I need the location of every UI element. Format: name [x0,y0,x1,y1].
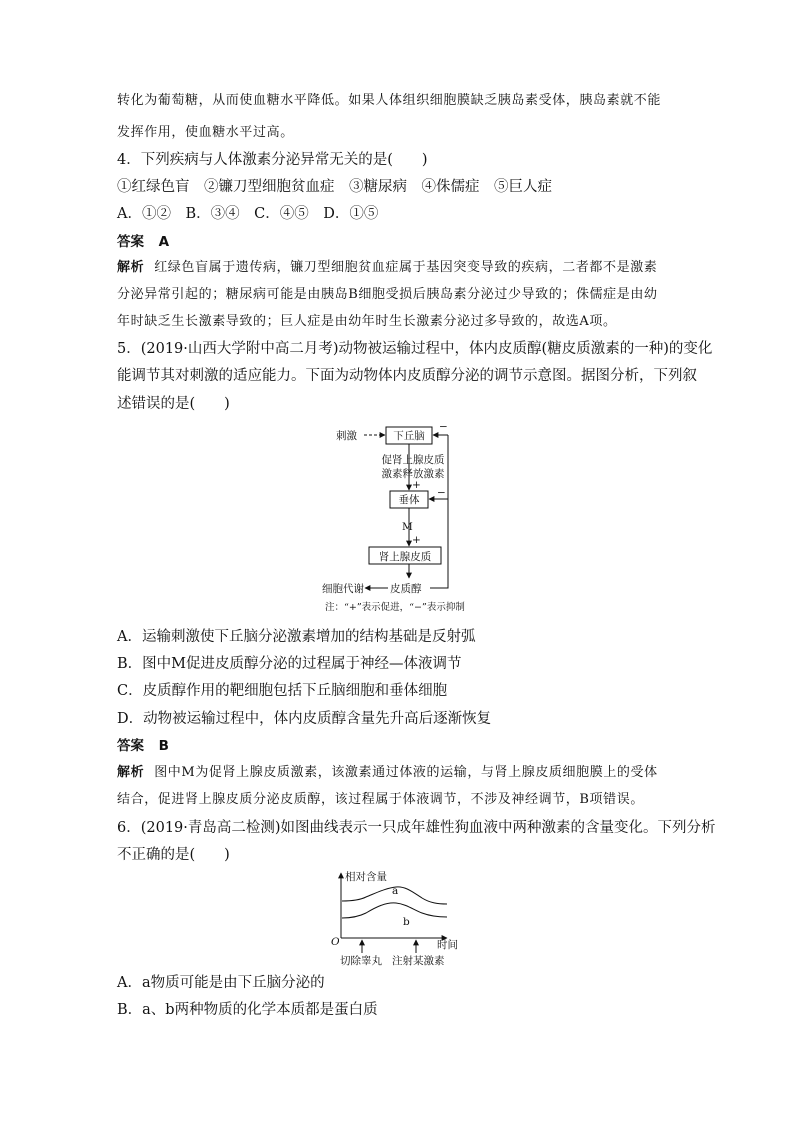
q5-analysis-label: 解析 [117,765,145,780]
q5-analysis-text-1: 图中M为促肾上腺皮质激素，该激素通过体液的运输，与肾上腺皮质细胞膜上的受体 [154,765,658,780]
q5-answer-value: B [158,738,169,754]
q4-answer-value: A [158,234,170,250]
q4-answer-label: 答案 [117,234,144,250]
q6-stem-line-2: 不正确的是( ) [117,847,230,863]
q5-option-b: B．图中M促进皮质醇分泌的过程属于神经—体液调节 [117,656,462,672]
q5-answer-row [117,736,169,756]
curve-b [342,903,447,918]
q4-analysis-label: 解析 [117,260,145,275]
q6-option-b: B．a、b两种物质的化学本质都是蛋白质 [117,1002,378,1018]
pituitary-label: 垂体 [398,494,420,506]
q4-stem: 4．下列疾病与人体激素分泌异常无关的是( ) [117,152,428,168]
q5-stem-line-1: 5．(2019·山西大学附中高二月考)动物被运输过程中，体内皮质醇(糖皮质激素的一种)的变化 [117,341,713,357]
curve-a-label: a [392,885,399,897]
adrenal-label: 肾上腺皮质 [378,551,432,563]
q5-stem-line-3: 述错误的是( ) [117,396,230,412]
q5-analysis-line-1 [117,763,658,783]
intro-line-2: 发挥作用，使血糖水平过高。 [117,125,294,140]
q4-items: ①红绿色盲 ②镰刀型细胞贫血症 ③糖尿病 ④侏儒症 ⑤巨人症 [117,179,552,195]
graph-origin: O [331,936,340,948]
minus-sign-1: − [439,421,448,433]
m-label: M [402,521,413,533]
hormone-label-1: 促肾上腺皮质 [381,454,445,466]
q4-options: A．①② B．③④ C．④⑤ D．①⑤ [117,206,379,222]
q5-analysis-line-2: 结合，促进肾上腺皮质分泌皮质醇，该过程属于体液调节，不涉及神经调节，B项错误。 [117,792,644,807]
cell-metabolism-label: 细胞代谢 [322,583,364,595]
graph-ylabel: 相对含量 [345,871,387,883]
q5-stem-line-2: 能调节其对刺激的适应能力。下面为动物体内皮质醇分泌的调节示意图。据图分析，下列叙 [117,368,697,384]
intro-line-1: 转化为葡萄糖，从而使血糖水平降低。如果人体组织细胞膜缺乏胰岛素受体，胰岛素就不能 [117,93,662,108]
event1-label: 切除睾丸 [340,955,382,967]
hypothalamus-label: 下丘脑 [393,430,425,442]
q5-option-c: C．皮质醇作用的靶细胞包括下丘脑细胞和垂体细胞 [117,683,448,699]
cortisol-label: 皮质醇 [390,583,422,595]
plus-sign-2: + [412,534,421,546]
q4-analysis-line-2: 分泌异常引起的；糖尿病可能是由胰岛B细胞受损后胰岛素分泌过少导致的；侏儒症是由幼 [117,287,658,302]
q4-analysis-text-1: 红绿色盲属于遗传病，镰刀型细胞贫血症属于基因突变导致的疾病，二者都不是激素 [154,260,658,275]
stimulus-label: 刺激 [336,430,357,442]
plus-sign-1: + [412,479,421,491]
hormone-label-2: 激素释放激素 [381,468,445,480]
q6-option-a: A．a物质可能是由下丘脑分泌的 [117,975,325,991]
graph-xlabel: 时间 [437,939,458,951]
q5-option-d: D．动物被运输过程中，体内皮质醇含量先升高后逐渐恢复 [117,711,492,727]
curve-b-label: b [403,916,410,928]
q5-answer-label: 答案 [117,738,144,754]
q4-analysis-line-3: 年时缺乏生长激素导致的；巨人症是由幼年时生长激素分泌过多导致的，故选A项。 [117,314,617,329]
diagram-note: 注：“+”表示促进，“−”表示抑制 [325,602,465,613]
minus-sign-2: − [437,487,446,499]
q5-option-a: A．运输刺激使下丘脑分泌激素增加的结构基础是反射弧 [117,629,476,645]
q6-stem-line-1: 6．(2019·青岛高二检测)如图曲线表示一只成年雄性狗血液中两种激素的含量变化。下列分析 [117,820,716,836]
event2-label: 注射某激素 [392,955,445,967]
